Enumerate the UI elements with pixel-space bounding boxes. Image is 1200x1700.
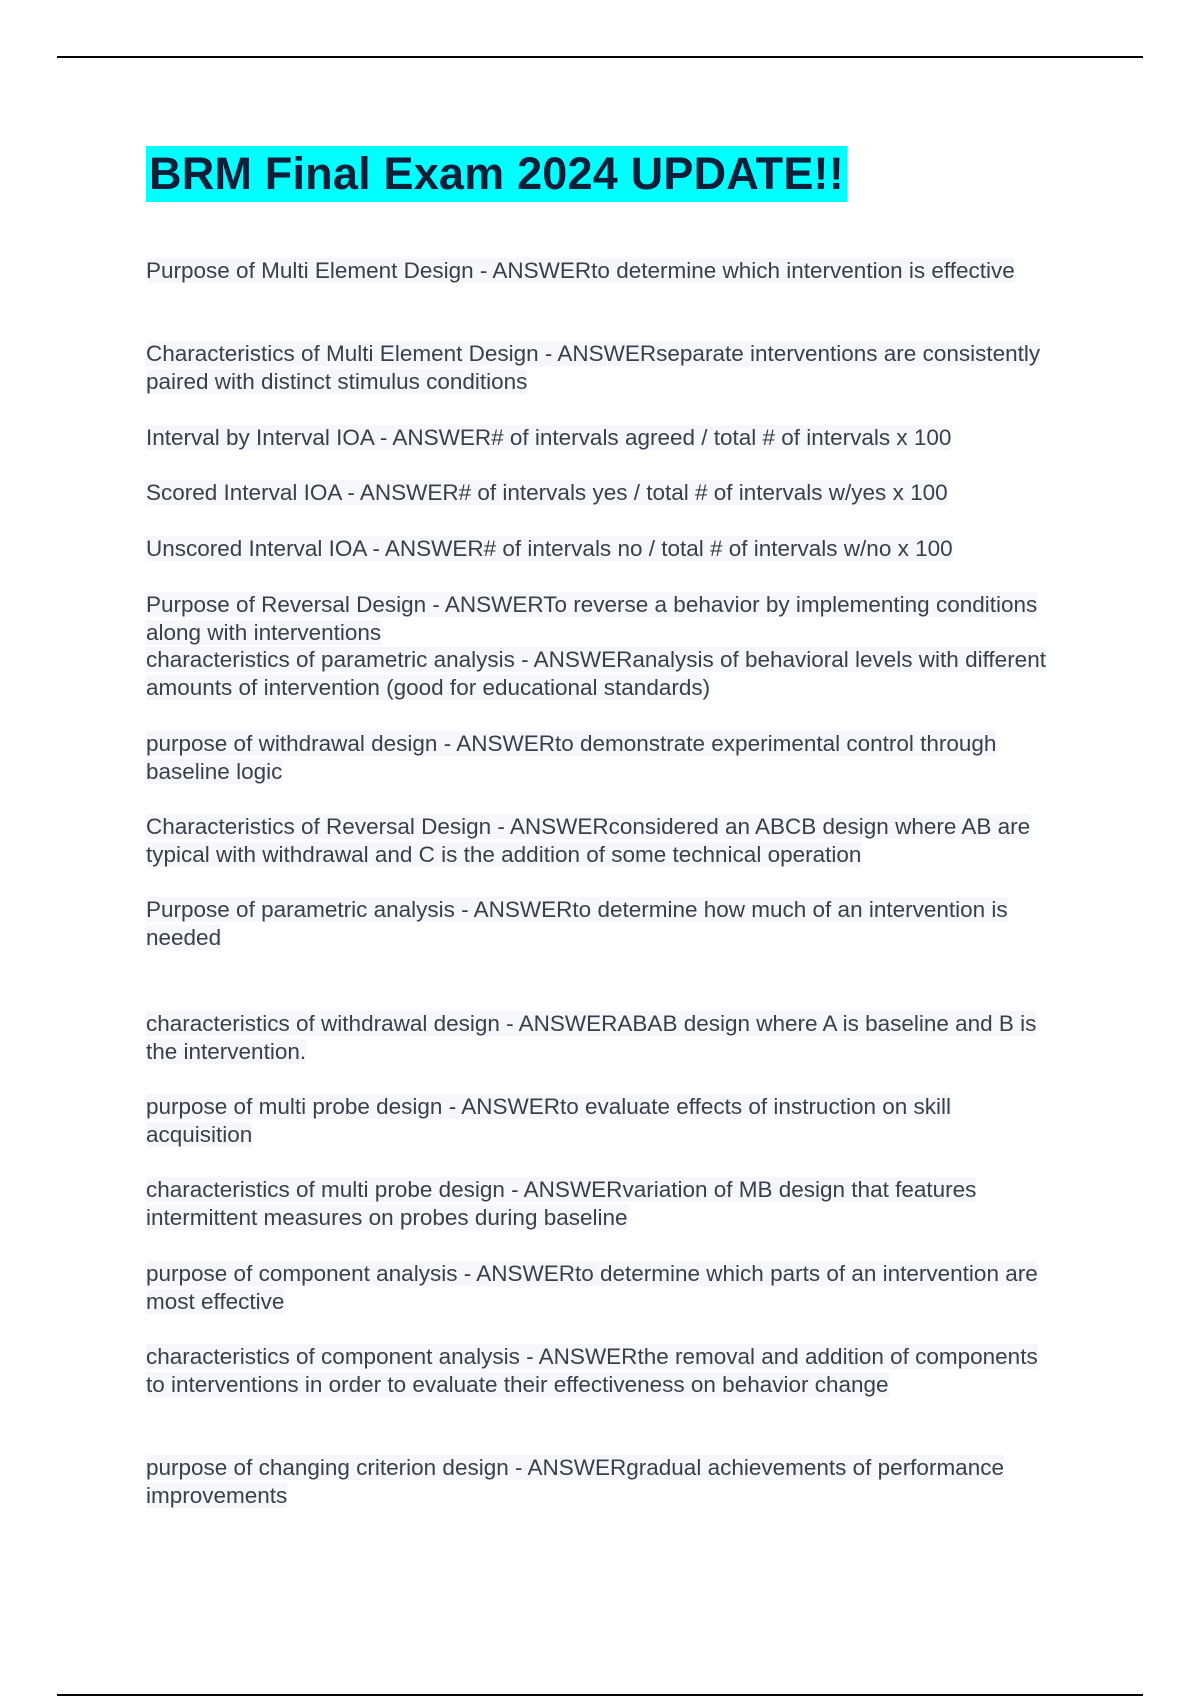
qa-answer: to determine which intervention is effective (591, 258, 1015, 283)
qa-answer: to demonstrate experimental control through baseline logic (146, 731, 997, 784)
qa-separator: - ANSWER (442, 1094, 560, 1119)
qa-separator: - ANSWER (437, 731, 555, 756)
page-title: BRM Final Exam 2024 UPDATE!! (146, 146, 847, 202)
qa-entry-6 (146, 591, 1056, 647)
qa-entry-7 (146, 646, 1056, 702)
qa-term: characteristics of parametric analysis (146, 647, 515, 672)
qa-term: Purpose of Multi Element Design (146, 258, 474, 283)
qa-term: characteristics of multi probe design (146, 1177, 505, 1202)
qa-answer: to determine how much of an intervention is needed (146, 897, 1008, 950)
qa-answer: the removal and addition of components to interventions in order to evaluate their effectiveness on behavior change (146, 1344, 1038, 1397)
qa-answer: to determine which parts of an intervention are most effective (146, 1261, 1038, 1314)
qa-answer: to evaluate effects of instruction on skill acquisition (146, 1094, 952, 1147)
footer-rule (57, 1694, 1143, 1696)
qa-answer: gradual achievements of performance improvements (146, 1455, 1004, 1508)
qa-term: Purpose of Reversal Design (146, 592, 427, 617)
qa-entry-2 (146, 340, 1056, 396)
qa-term: Unscored Interval IOA (146, 536, 367, 561)
qa-entry-14 (146, 1260, 1056, 1316)
qa-term: Interval by Interval IOA (146, 425, 374, 450)
qa-entry-5 (146, 535, 1056, 563)
qa-separator: - ANSWER (538, 341, 657, 366)
qa-answer: variation of MB design that features intermittent measures on probes during baseline (146, 1177, 977, 1230)
qa-separator: - ANSWER (508, 1455, 627, 1480)
qa-term: purpose of component analysis (146, 1261, 458, 1286)
qa-entry-3 (146, 424, 1056, 452)
qa-separator: - ANSWER (366, 536, 484, 561)
qa-separator: - ANSWER (473, 258, 592, 283)
qa-entry-8 (146, 730, 1056, 786)
qa-entry-15 (146, 1343, 1056, 1399)
qa-term: purpose of changing criterion design (146, 1455, 509, 1480)
qa-entry-16 (146, 1454, 1056, 1510)
qa-answer: considered an ABCB design where AB are typical with withdrawal and C is the addition of some technical operation (146, 814, 1031, 867)
qa-answer: # of intervals agreed / total # of intervals x 100 (491, 425, 952, 450)
title-block (146, 146, 847, 202)
header-rule (57, 56, 1143, 58)
qa-term: characteristics of component analysis (146, 1344, 520, 1369)
qa-term: Purpose of parametric analysis (146, 897, 455, 922)
qa-separator: - ANSWER (519, 1344, 638, 1369)
qa-separator: - ANSWER (514, 647, 633, 672)
qa-answer: analysis of behavioral levels with different amounts of intervention (good for educational standards) (146, 647, 1046, 700)
qa-separator: - ANSWER (373, 425, 492, 450)
qa-term: Characteristics of Multi Element Design (146, 341, 539, 366)
qa-entry-11 (146, 1010, 1056, 1066)
qa-answer: To reverse a behavior by implementing conditions along with interventions (146, 592, 1038, 645)
qa-answer: separate interventions are consistently paired with distinct stimulus conditions (146, 341, 1041, 394)
qa-entry-4 (146, 479, 1056, 507)
qa-answer: # of intervals no / total # of intervals w/no x 100 (483, 536, 953, 561)
qa-separator: - ANSWER (457, 1261, 575, 1286)
qa-entry-9 (146, 813, 1056, 869)
qa-separator: - ANSWER (341, 480, 459, 505)
qa-answer: ABAB design where A is baseline and B is the intervention. (146, 1011, 1037, 1064)
qa-answer: # of intervals yes / total # of intervals w/yes x 100 (458, 480, 948, 505)
qa-term: Characteristics of Reversal Design (146, 814, 492, 839)
qa-separator: - ANSWER (426, 592, 544, 617)
qa-term: Scored Interval IOA (146, 480, 342, 505)
qa-separator: - ANSWER (491, 814, 609, 839)
qa-entry-1 (146, 257, 1056, 285)
qa-entry-12 (146, 1093, 1056, 1149)
qa-term: characteristics of withdrawal design (146, 1011, 500, 1036)
qa-separator: - ANSWER (504, 1177, 623, 1202)
qa-entry-10 (146, 896, 1056, 952)
qa-separator: - ANSWER (454, 897, 573, 922)
qa-term: purpose of withdrawal design (146, 731, 438, 756)
qa-separator: - ANSWER (499, 1011, 618, 1036)
qa-entry-13 (146, 1176, 1056, 1232)
qa-term: purpose of multi probe design (146, 1094, 443, 1119)
